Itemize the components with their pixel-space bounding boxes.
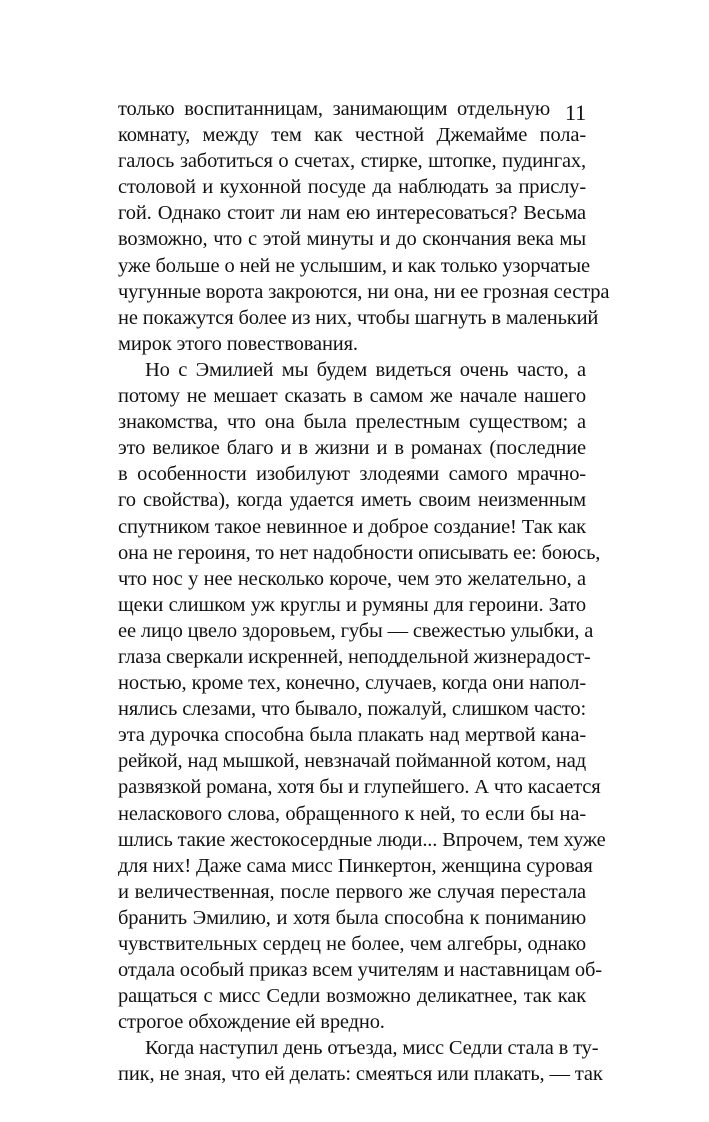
text-line: Когда наступил день отъезда, мисс Седли стала в ту-	[145, 1037, 599, 1060]
text-line: она не героиня, то нет надобности описывать ее: боюсь,	[118, 541, 601, 564]
text-line: глаза сверкали искренней, неподдельной жизнерадост-	[118, 645, 591, 668]
text-line: отдала особый приказ всем учителям и наставницам об-	[118, 959, 602, 982]
text-line: бранить Эмилию, и хотя была способна к пониманию	[118, 906, 586, 929]
text-line: уже больше о ней не услышим, и как только узорчатые	[118, 254, 590, 277]
paragraph	[118, 357, 606, 1035]
paragraph	[118, 96, 610, 357]
text-line: спутником такое невинное и доброе создание! Так как	[118, 515, 586, 538]
text-line: шлись такие жестокосердные люди... Впрочем, тем хуже	[118, 828, 606, 851]
text-line: потому не мешает сказать в самом же начале нашего	[118, 385, 586, 408]
text-line: ее лицо цвело здоровьем, губы — свежестью улыбки, а	[118, 619, 594, 642]
text-line: не покажутся более из них, чтобы шагнуть в маленький	[118, 306, 599, 329]
text-line: и величественная, после первого же случая перестала	[118, 880, 586, 903]
text-line: это великое благо и в жизни и в романах (последние	[118, 437, 586, 460]
text-line: пик, не зная, что ей делать: смеяться или плакать, — так	[118, 1063, 603, 1086]
text-line: только воспитанницам, занимающим отдельную	[118, 98, 550, 120]
text-line: нялись слезами, что бывало, пожалуй, слишком часто:	[118, 698, 586, 721]
text-line: Но с Эмилией мы будем видеться очень часто, а	[145, 358, 586, 381]
text-line: щеки слишком уж круглы и румяны для героини. Зато	[118, 593, 586, 616]
text-line: строгое обхождение ей вредно.	[118, 1011, 385, 1034]
text-line: галось заботиться о счетах, стирке, штопке, пудингах,	[118, 150, 586, 173]
text-line: ращаться с мисс Седли возможно деликатнее, так как	[118, 985, 586, 1008]
page-body	[118, 96, 610, 1088]
text-line: ностью, кроме тех, конечно, случаев, когда они напол-	[118, 672, 586, 695]
text-line: мирок этого повествования.	[118, 332, 358, 355]
paragraph	[118, 1035, 603, 1087]
text-line: рейкой, над мышкой, невзначай пойманной котом, над	[118, 750, 586, 773]
text-line: развязкой романа, хотя бы и глупейшего. А что касается	[118, 776, 601, 799]
text-line: эта дурочка способна была плакать над мертвой кана-	[118, 724, 586, 747]
text-line: гой. Однако стоит ли нам ею интересоваться? Весьма	[118, 202, 586, 225]
text-line: что нос у нее несколько короче, чем это желательно, а	[118, 567, 586, 590]
text-line: возможно, что с этой минуты и до скончания века мы	[118, 228, 586, 251]
text-line: столовой и кухонной посуде да наблюдать за прислу-	[118, 176, 586, 199]
text-line: для них! Даже сама мисс Пинкертон, женщина суровая	[118, 854, 593, 877]
text-line: неласкового слова, обращенного к ней, то если бы на-	[118, 802, 586, 825]
text-line: знакомства, что она была прелестным существом; а	[118, 411, 586, 434]
text-line: чугунные ворота закроются, ни она, ни ее грозная сестра	[118, 280, 610, 303]
text-line: чувствительных сердец не более, чем алгебры, однако	[118, 933, 586, 955]
text-line: го свойства), когда удается иметь своим неизменным	[118, 489, 586, 512]
text-line: комнату, между тем как честной Джемайме пола-	[118, 124, 586, 147]
text-line: в особенности изобилуют злодеями самого мрачно-	[118, 463, 586, 486]
page-number: 11	[565, 100, 587, 125]
